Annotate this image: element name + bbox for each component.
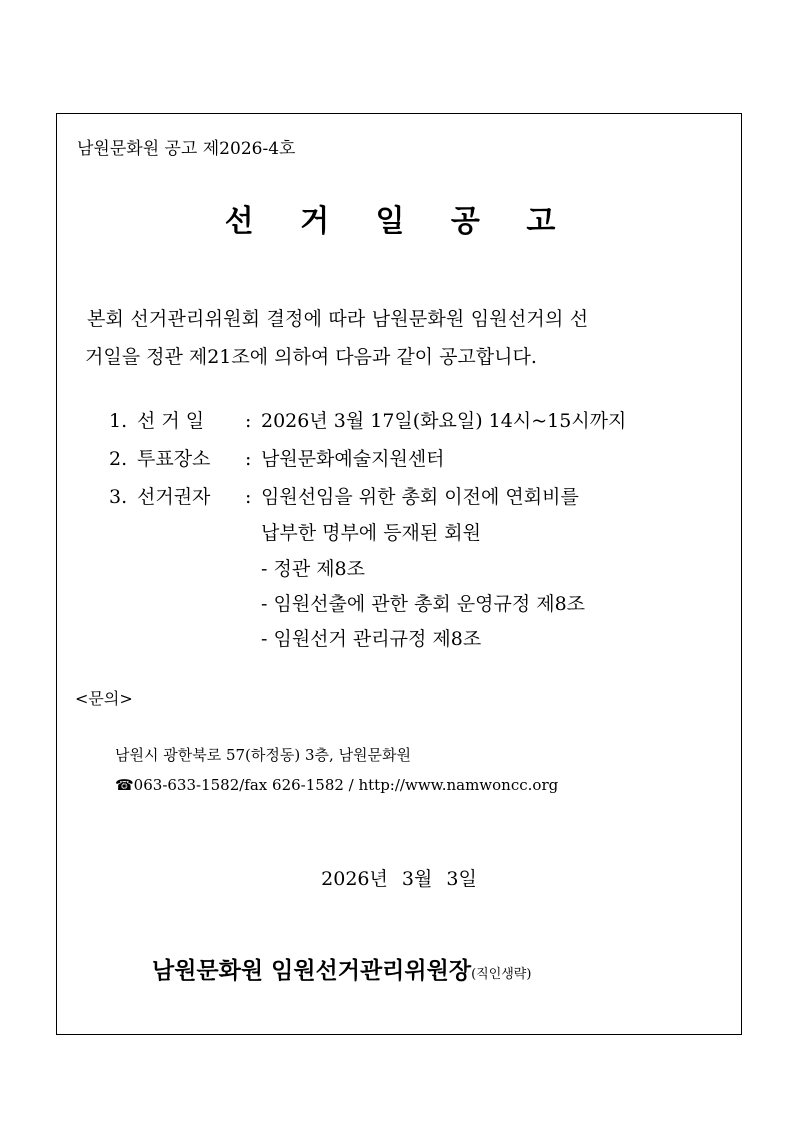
notice-number: 남원문화원 공고 제2026-4호 [77,139,296,159]
item-number: 2. [109,448,128,470]
notice-frame [56,113,742,1035]
signer [152,952,531,985]
inquiry-heading: <문의> [75,689,133,708]
item-value: 2026년 3월 17일(화요일) 14시~15시까지 [261,410,627,432]
intro-line-1: 본회 선거관리위원회 결정에 따라 남원문화원 임원선거의 선 [87,308,589,330]
intro-line-2: 거일을 정관 제21조에 의하여 다음과 같이 공고합니다. [85,346,537,368]
seal-note: (직인생략) [471,967,532,982]
item-colon: : [245,410,252,432]
item-value: 임원선임을 위한 총회 이전에 연회비를 [261,486,579,508]
notice-title: 선 거 일 공 고 [224,204,574,239]
item-colon: : [245,486,252,508]
item-label: 투표장소 [137,448,211,470]
inquiry-address: 남원시 광한북로 57(하정동) 3층, 남원문화원 [115,746,412,764]
item-voting-place [109,444,445,471]
item-number: 3. [109,486,128,508]
notice-date: 2026년 3월 3일 [321,868,477,890]
sub-item-articles: - 정관 제8조 [261,558,366,580]
item-colon: : [245,448,252,470]
item-election-date [109,406,626,433]
sub-item-election-rules: - 임원선거 관리규정 제8조 [261,628,482,650]
item-number: 1. [109,410,128,432]
item-voters [109,482,579,509]
item-value: 남원문화예술지원센터 [261,448,445,470]
inquiry-contact: ☎063-633-1582/fax 626-1582 / http://www.namwoncc.org [115,776,559,794]
item-voters-continued: 납부한 명부에 등재된 회원 [261,522,482,544]
sub-item-general-meeting-rules: - 임원선출에 관한 총회 운영규정 제8조 [261,593,586,615]
signer-name: 남원문화원 임원선거관리위원장 [152,957,472,984]
item-label: 선 거 일 [137,410,205,432]
item-label: 선거권자 [137,486,211,508]
